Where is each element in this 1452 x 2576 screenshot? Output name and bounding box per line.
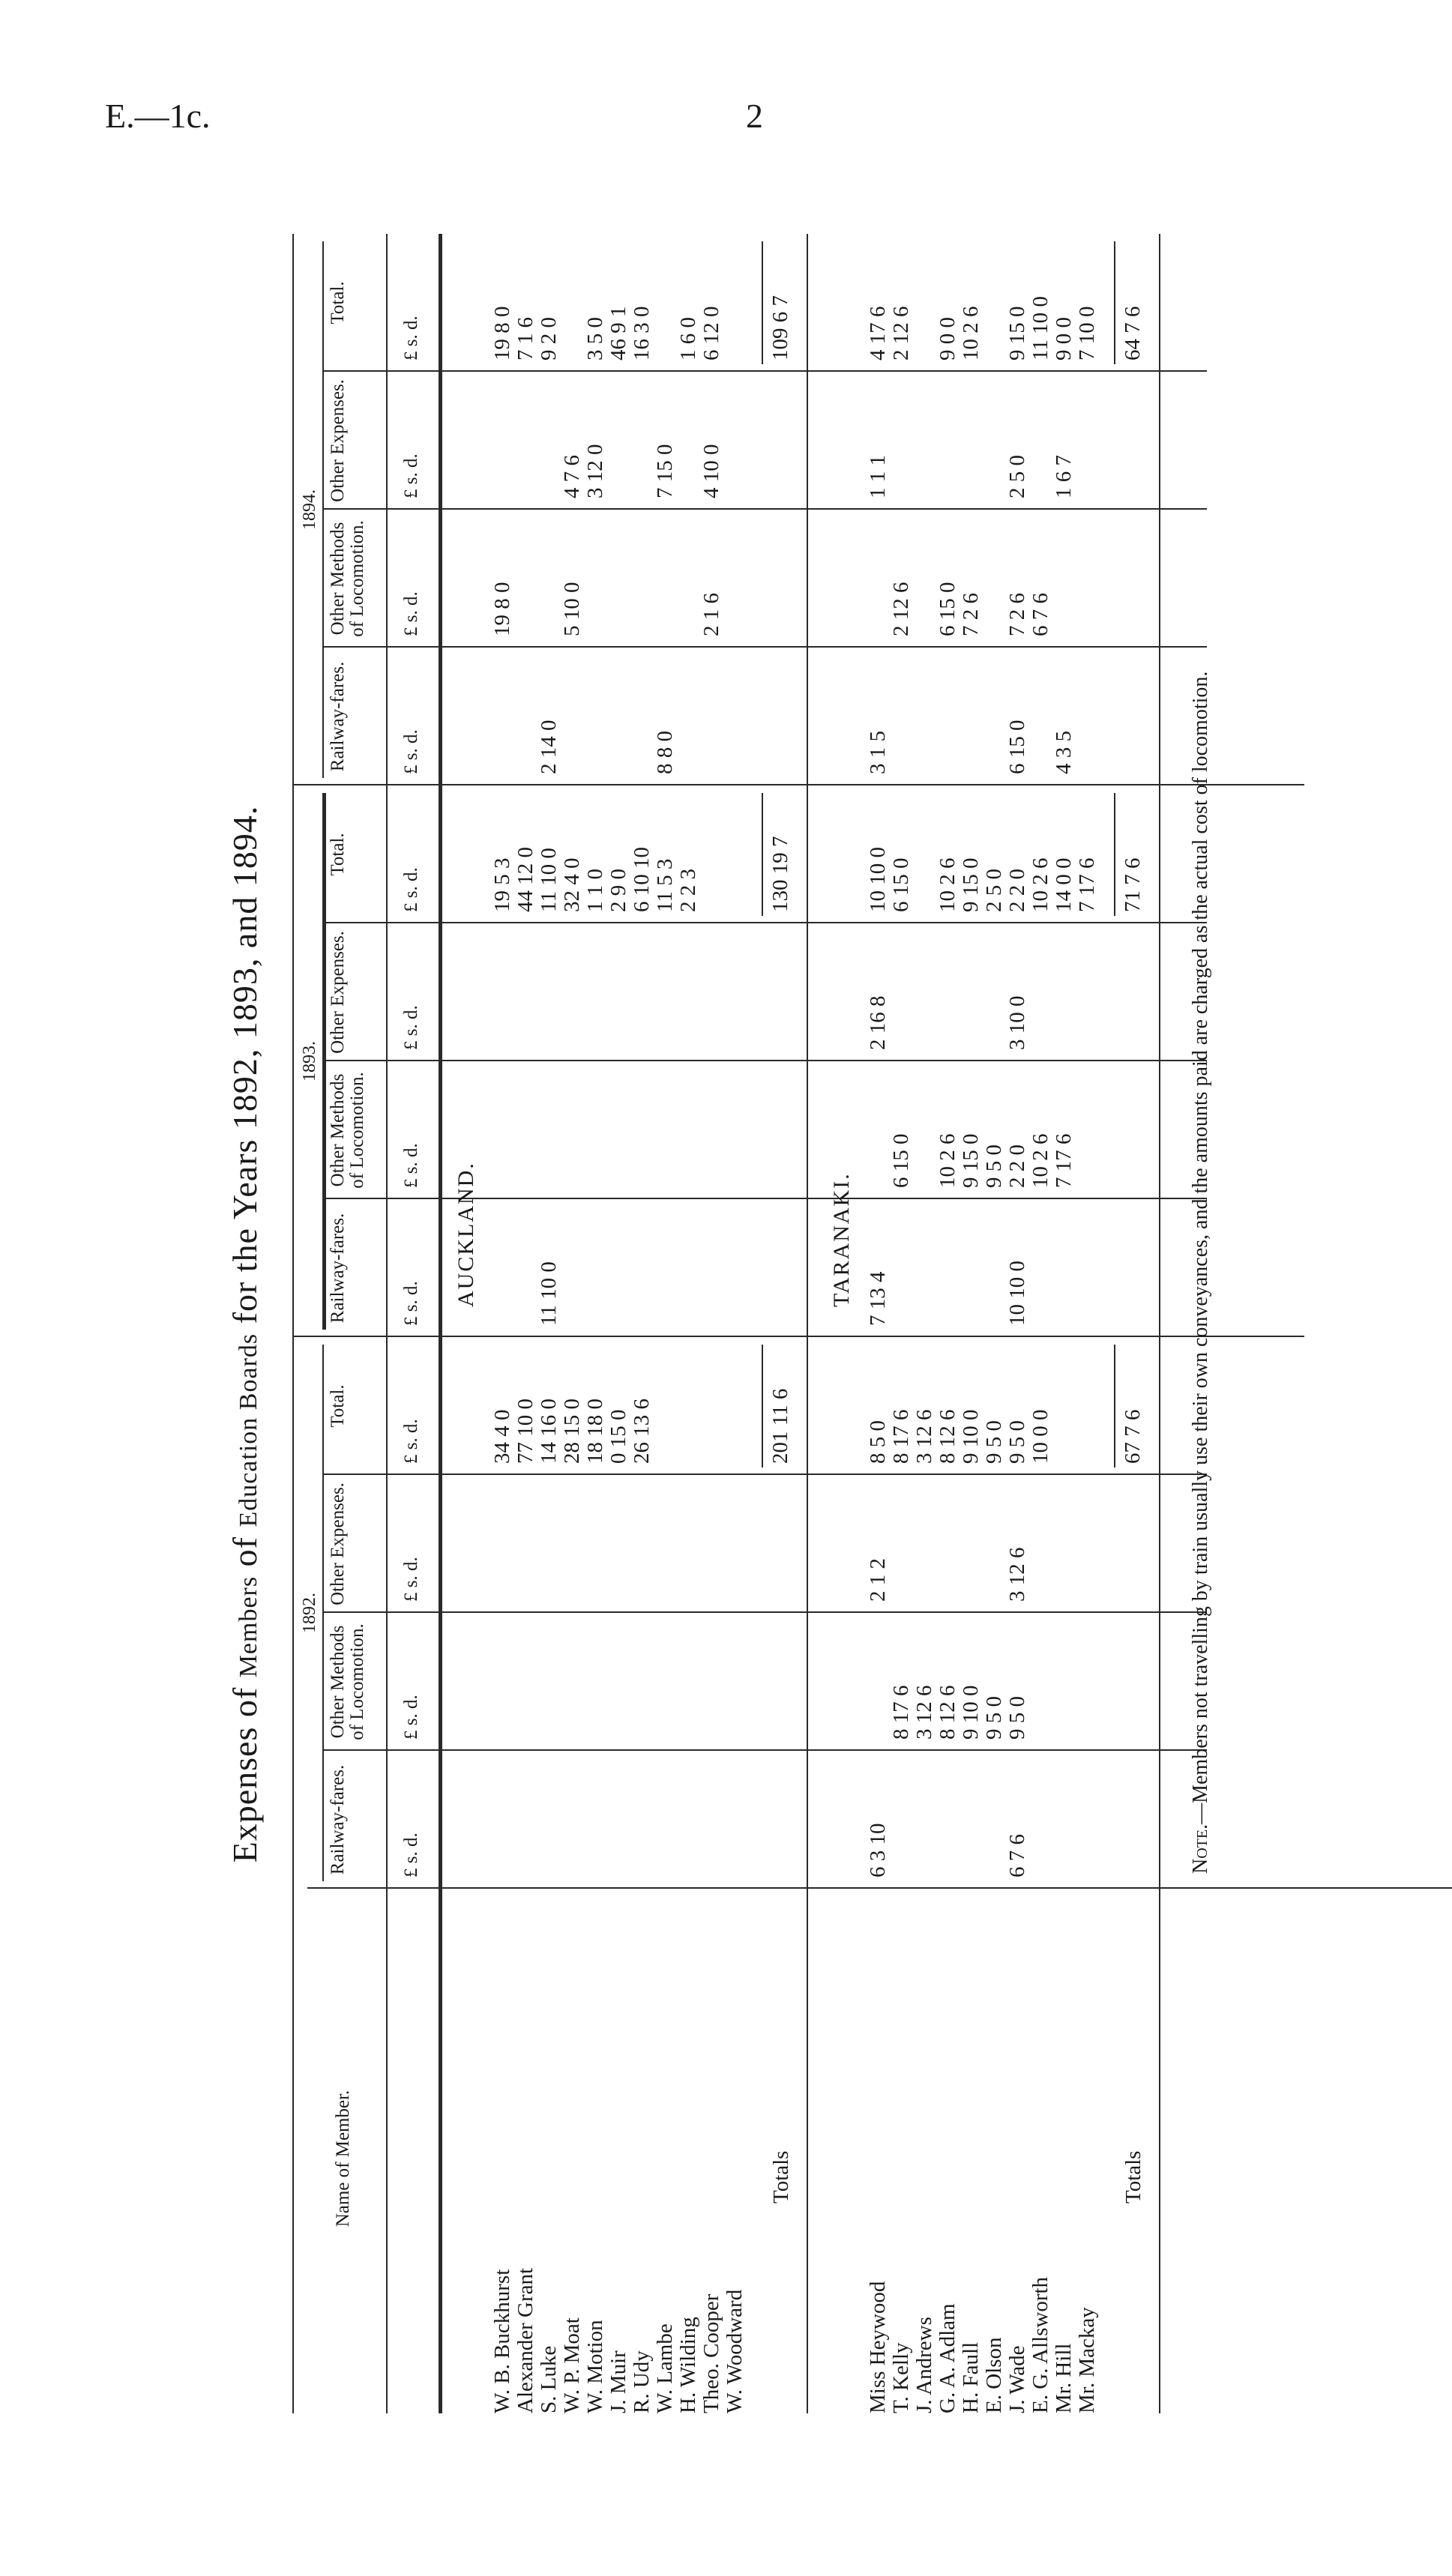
footnote [1189,375,1216,1874]
amount-cell: 9 2 0 [537,317,561,361]
rule [322,241,324,778]
amount-cell: 28 15 0 [560,1399,584,1464]
currency-units: £ s. d. [401,1281,421,1326]
amount-cell: 9 10 0 [959,1409,983,1464]
amount-cell: 9 0 0 [1052,317,1076,361]
amount-cell: 2 1 2 [866,1558,890,1602]
amount-cell: 2 2 0 [1005,1144,1029,1188]
amount-cell: 10 2 6 [936,857,960,912]
amount-cell: 6 3 10 [866,1823,890,1877]
rule [322,508,1207,510]
amount-cell: 3 10 0 [1005,995,1029,1050]
sub-column-header: Railway-fares. [328,1764,348,1875]
member-name: W. Woodward [723,2289,747,2413]
rule [292,234,294,2413]
page-code: E.—1c. [105,97,211,135]
amount-cell: 46 9 1 [606,306,630,361]
amount-cell: 1 1 0 [583,869,607,912]
amount-cell: 2 12 6 [889,306,913,361]
totals-label: Totals [1121,2150,1145,2204]
rule [762,793,763,916]
sub-column-header: Other Expenses. [328,931,348,1054]
amount-cell: 9 10 0 [959,1685,983,1740]
amount-cell: 44 12 0 [513,847,537,912]
amount-cell: 77 10 0 [513,1399,537,1464]
member-name: W. Motion [583,2320,607,2413]
currency-units: £ s. d. [401,591,421,636]
amount-cell: 4 3 5 [1052,731,1076,774]
member-name: Mr. Hill [1052,2343,1076,2413]
amount-cell: 2 5 0 [1005,455,1029,498]
amount-cell: 1 6 0 [676,317,700,361]
amount-cell: 9 5 0 [1005,1696,1029,1740]
amount-cell: 1 6 7 [1052,455,1076,498]
amount-cell: 7 1 6 [513,317,537,361]
member-name: R. Udy [630,2350,654,2413]
amount-cell: 3 12 6 [912,1685,936,1740]
rule [386,234,388,2413]
name-column-header: Name of Member. [333,2090,353,2227]
amount-cell: 8 12 6 [936,1409,960,1464]
sub-column-header: Other Expenses. [328,379,348,502]
amount-cell: 19 5 3 [490,857,514,912]
sub-column-header: Railway-fares. [328,1213,348,1324]
amount-cell: 8 12 6 [936,1685,960,1740]
amount-cell: 4 17 6 [866,306,890,361]
amount-cell: 7 2 6 [959,593,983,636]
rule [439,234,442,2413]
amount-cell: 10 0 0 [1028,1409,1052,1464]
rule [1114,241,1115,364]
currency-units: £ s. d. [401,453,421,498]
rule [322,1611,1207,1613]
rule [762,241,763,364]
amount-cell: 9 15 0 [959,857,983,912]
member-name: Mr. Mackay [1075,2307,1099,2413]
amount-cell: 7 10 0 [1075,306,1099,361]
amount-cell: 6 7 6 [1005,1834,1029,1877]
amount-cell: 9 0 0 [936,317,960,361]
amount-cell: 9 5 0 [1005,1420,1029,1464]
amount-cell: 14 16 0 [537,1399,561,1464]
amount-cell: 3 1 5 [866,731,890,774]
rule [322,1749,1207,1751]
rule [322,370,1207,372]
amount-cell: 2 1 6 [699,593,723,636]
amount-cell: 10 2 6 [959,306,983,361]
amount-cell: 8 17 6 [889,1685,913,1740]
currency-units: £ s. d. [401,316,421,361]
rule [1114,1345,1115,1468]
member-name: T. Kelly [889,2342,913,2413]
year-header-0: 1892. [300,1593,319,1633]
currency-units: £ s. d. [401,1005,421,1050]
amount-cell: 7 15 0 [653,444,677,498]
amount-cell: 3 12 0 [583,444,607,498]
table-title: Expenses of Members of Education Boards for the Years 1892, 1893, and 1894. [226,805,264,1863]
amount-cell: 9 15 0 [959,1133,983,1188]
member-name: E. Olson [982,2337,1006,2413]
amount-cell: 6 15 0 [889,1133,913,1188]
amount-cell: 7 13 4 [866,1271,890,1326]
amount-cell: 6 15 0 [889,857,913,912]
page-number: 2 [746,97,763,135]
amount-cell: 16 3 0 [630,306,654,361]
rotated-expenses-table [195,240,1424,2428]
amount-cell: 19 8 0 [490,306,514,361]
member-name: W. Lambe [653,2323,677,2413]
amount-cell: 9 5 0 [982,1144,1006,1188]
amount-cell: 2 2 0 [1005,869,1029,912]
member-name: S. Luke [537,2345,561,2413]
member-name: H. Faull [959,2341,983,2413]
amount-cell: 2 5 0 [982,869,1006,912]
amount-cell: 6 12 0 [699,306,723,361]
amount-cell: 7 17 6 [1052,1133,1076,1188]
amount-cell: 2 9 0 [606,869,630,912]
currency-units: £ s. d. [401,1695,421,1740]
amount-cell: 6 15 0 [1005,720,1029,774]
amount-cell: 3 12 6 [912,1409,936,1464]
member-name: J. Andrews [912,2317,936,2413]
total-cell: 64 7 6 [1121,306,1145,361]
amount-cell: 3 12 6 [1005,1547,1029,1602]
member-name: W. B. Buckhurst [490,2269,514,2413]
member-name: E. G. Allsworth [1028,2276,1052,2413]
total-cell: 201 11 6 [768,1388,792,1464]
amount-cell: 9 5 0 [982,1420,1006,1464]
amount-cell: 14 0 0 [1052,857,1076,912]
amount-cell: 32 4 0 [560,857,584,912]
sub-column-header: Other Expenses. [328,1482,348,1605]
amount-cell: 11 5 3 [653,858,677,912]
member-name: J. Wade [1005,2345,1029,2413]
rule [322,922,1207,923]
amount-cell: 10 2 6 [1028,1133,1052,1188]
rule [292,784,1304,785]
currency-units: £ s. d. [401,1833,421,1877]
amount-cell: 19 8 0 [490,582,514,636]
amount-cell: 6 7 6 [1028,593,1052,636]
amount-cell: 4 7 6 [560,455,584,498]
amount-cell: 7 17 6 [1075,857,1099,912]
amount-cell: 8 5 0 [866,1420,890,1464]
amount-cell: 0 15 0 [606,1409,630,1464]
member-name: Theo. Cooper [699,2293,723,2413]
amount-cell: 11 10 0 [537,1261,561,1326]
currency-units: £ s. d. [401,1143,421,1188]
amount-cell: 11 10 0 [537,848,561,912]
total-cell: 130 19 7 [768,836,792,912]
amount-cell: 11 10 0 [1028,296,1052,361]
rule [322,793,326,1330]
amount-cell: 6 15 0 [936,582,960,636]
amount-cell: 9 15 0 [1005,306,1029,361]
amount-cell: 26 13 6 [630,1399,654,1464]
member-name: W. P. Moat [560,2317,584,2413]
footnote-label: Note. [1189,1824,1212,1874]
sub-column-header: Other Methods of Locomotion. [328,1072,368,1189]
year-header-1: 1893. [300,1041,319,1082]
sub-column-header: Other Methods of Locomotion. [328,1623,368,1740]
member-name: H. Wilding [676,2317,700,2413]
sub-column-header: Total. [328,833,348,876]
rule [762,1345,763,1468]
rule [322,1473,1207,1475]
rule [322,1345,324,1881]
amount-cell: 7 2 6 [1005,593,1029,636]
footnote-text: —Members not travelling by train usually use their own conveyances, and the amounts paid are charged as the actual cost of locomotion. [1189,671,1212,1824]
totals-label: Totals [769,2150,793,2204]
currency-units: £ s. d. [401,729,421,774]
sub-column-header: Railway-fares. [328,661,348,772]
sub-column-header: Other Methods of Locomotion. [328,520,368,637]
member-name: Alexander Grant [513,2267,537,2413]
amount-cell: 2 12 6 [889,582,913,636]
currency-units: £ s. d. [401,1557,421,1602]
amount-cell: 2 2 3 [676,869,700,912]
rule [322,646,1207,648]
amount-cell: 18 18 0 [583,1399,607,1464]
amount-cell: 10 2 6 [1028,857,1052,912]
rule [1114,793,1115,916]
sub-column-header: Total. [328,281,348,325]
amount-cell: 5 10 0 [560,582,584,636]
amount-cell: 2 16 8 [866,995,890,1050]
total-cell: 67 7 6 [1121,1409,1145,1464]
year-header-2: 1894. [300,489,319,530]
amount-cell: 8 8 0 [653,731,677,774]
amount-cell: 1 1 1 [866,455,890,498]
member-name: J. Muir [606,2350,630,2413]
rule [807,234,808,2413]
member-name: G. A. Adlam [936,2303,960,2413]
amount-cell: 10 10 0 [1005,1261,1029,1326]
section-heading: AUCKLAND. [454,1162,478,1307]
rule [1159,234,1160,2413]
rule [292,1336,1304,1337]
amount-cell: 10 10 0 [866,847,890,912]
amount-cell: 34 4 0 [490,1409,514,1464]
sub-column-header: Total. [328,1384,348,1428]
amount-cell: 6 10 10 [630,847,654,912]
amount-cell: 9 5 0 [982,1696,1006,1740]
total-cell: 71 7 6 [1121,857,1145,912]
amount-cell: 8 17 6 [889,1409,913,1464]
currency-units: £ s. d. [401,1419,421,1464]
member-name: Miss Heywood [866,2281,890,2413]
amount-cell: 10 2 6 [936,1133,960,1188]
rule [307,1887,1452,1889]
amount-cell: 3 5 0 [583,317,607,361]
currency-units: £ s. d. [401,867,421,912]
section-heading: TARANAKI. [829,1172,854,1307]
amount-cell: 4 10 0 [699,444,723,498]
amount-cell: 2 14 0 [537,720,561,774]
total-cell: 109 6 7 [768,295,792,361]
